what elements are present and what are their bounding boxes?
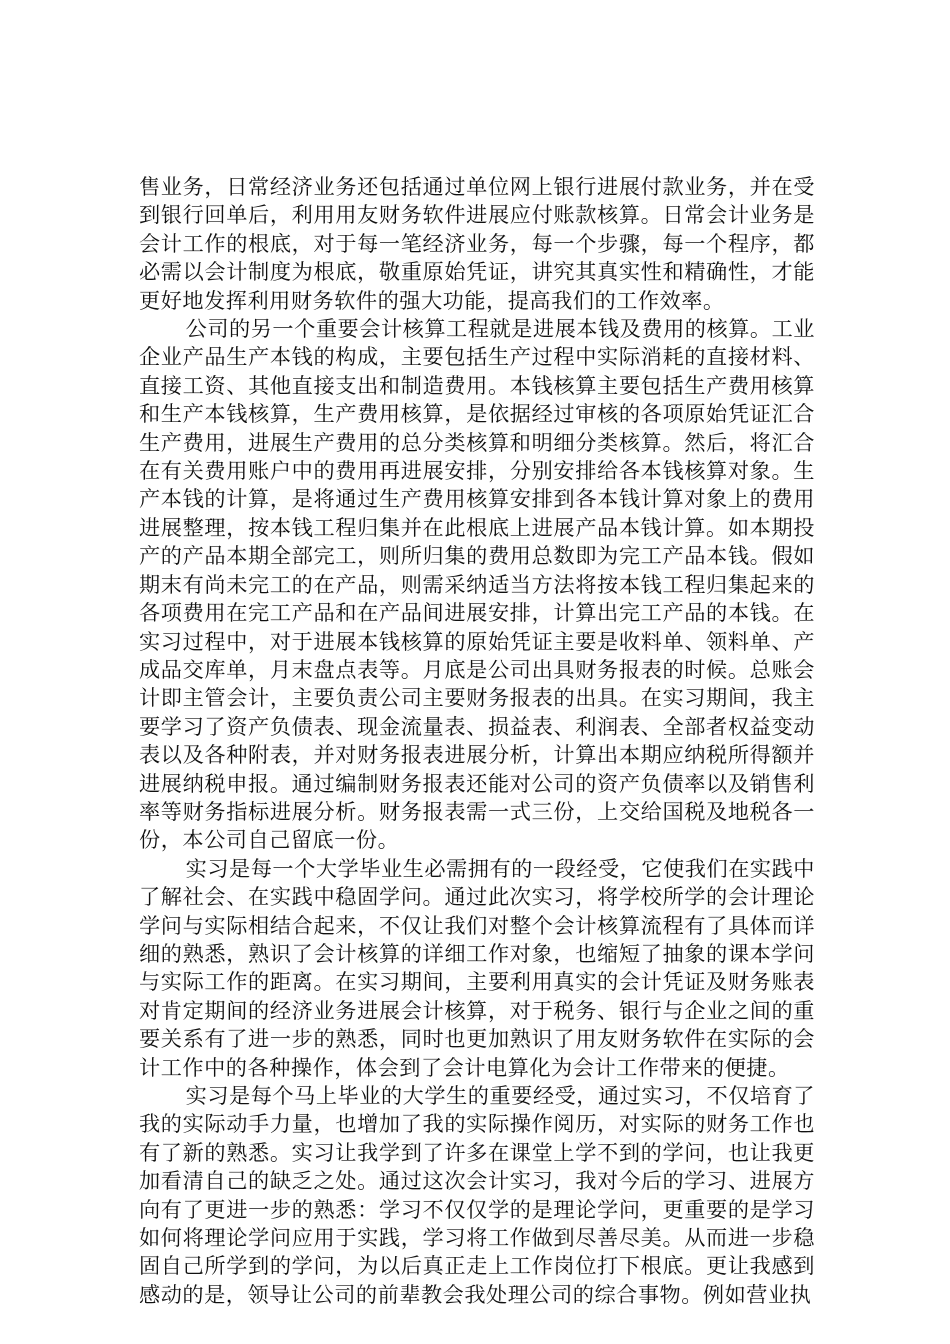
paragraph-internship-reflection: 实习是每个马上毕业的大学生的重要经受，通过实习，不仅培育了我的实际动手力量，也增加了我的实际操作阅历，对实际的财务工作也有了新的熟悉。实习让我学到了许多在课堂上学不到的学问，也让我更加看清自己的缺乏之处。通过这次会计实习，我对今后的学习、进展方向有了更进一步的熟悉：学习不仅仅学的是理论学问，更重要的是学习如何将理论学问应用于实践，学习将工作做到尽善尽美。从而进一步稳固自己所学到的学问，为以后真正走上工作岗位打下根底。更让我感到感动的是，领导让公司的前辈教会我处理公司的综合事物。例如营业执 — [139, 1083, 815, 1307]
paragraph-continuation: 售业务，日常经济业务还包括通过单位网上银行进展付款业务，并在受到银行回单后，利用用友财务软件进展应付账款核算。日常会计业务是会计工作的根底，对于每一笔经济业务，每一个步骤，每一个程序，都必需以会计制度为根底，敬重原始凭证，讲究其真实性和精确性，才能更好地发挥利用财务软件的强大功能，提高我们的工作效率。 — [139, 174, 815, 313]
document-body — [139, 173, 815, 1309]
paragraph-cost-accounting: 公司的另一个重要会计核算工程就是进展本钱及费用的核算。工业企业产品生产本钱的构成，主要包括生产过程中实际消耗的直接材料、直接工资、其他直接支出和制造费用。本钱核算主要包括生产费用核算和生产本钱核算，生产费用核算，是依据经过审核的各项原始凭证汇合生产费用，进展生产费用的总分类核算和明细分类核算。然后，将汇合在有关费用账户中的费用再进展安排，分别安排给各本钱核算对象。生产本钱的计算，是将通过生产费用核算安排到各本钱计算对象上的费用进展整理，按本钱工程归集并在此根底上进展产品本钱计算。如本期投产的产品本期全部完工，则所归集的费用总数即为完工产品本钱。假如期末有尚未完工的在产品，则需采纳适当方法将按本钱工程归集起来的各项费用在完工产品和在产品间进展安排，计算出完工产品的本钱。在实习过程中，对于进展本钱核算的原始凭证主要是收料单、领料单、产成品交库单，月末盘点表等。月底是公司出具财务报表的时候。总账会计即主管会计，主要负责公司主要财务报表的出具。在实习期间，我主要学习了资产负债表、现金流量表、损益表、利润表、全部者权益变动表以及各种附表，并对财务报表进展分析，计算出本期应纳税所得额并进展纳税申报。通过编制财务报表还能对公司的资产负债率以及销售利率等财务指标进展分析。财务报表需一式三份，上交给国税及地税各一份，本公司自己留底一份。 — [139, 316, 815, 853]
paragraph-internship-experience: 实习是每一个大学毕业生必需拥有的一段经受，它使我们在实践中了解社会、在实践中稳固学问。通过此次实习，将学校所学的会计理论学问与实际相结合起来，不仅让我们对整个会计核算流程有了具体而详细的熟悉，熟识了会计核算的详细工作对象，也缩短了抽象的课本学问与实际工作的距离。在实习期间，主要利用真实的会计凭证及财务账表对肯定期间的经济业务进展会计核算，对于税务、银行与企业之间的重要关系有了进一步的熟悉，同时也更加熟识了用友财务软件在实际的会计工作中的各种操作，体会到了会计电算化为会计工作带来的便捷。 — [139, 855, 815, 1080]
